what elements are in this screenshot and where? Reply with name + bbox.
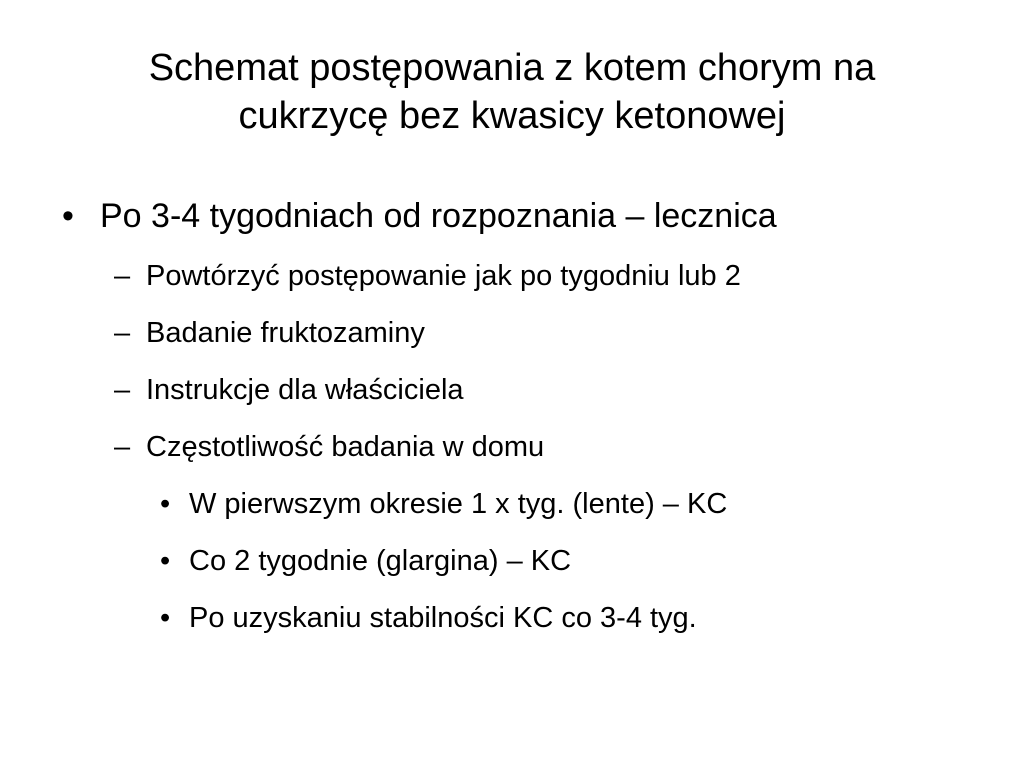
bullet-marker: • xyxy=(160,602,171,634)
bullet-marker: • xyxy=(62,197,74,235)
slide-title-line-1: Schemat postępowania z kotem chorym na xyxy=(148,47,876,89)
bullet-text: Badanie fruktozaminy xyxy=(146,317,425,349)
bullet-text: Powtórzyć postępowanie jak po tygodniu lub 2 xyxy=(146,260,741,292)
bullet-text: W pierwszym okresie 1 x tyg. (lente) – KC xyxy=(189,488,728,520)
bullet-text: Co 2 tygodnie (glargina) – KC xyxy=(189,545,572,577)
bullet-text: Częstotliwość badania w domu xyxy=(146,431,545,463)
bullet-text: Po uzyskaniu stabilności KC co 3-4 tyg. xyxy=(189,602,697,634)
dash-marker: – xyxy=(114,317,131,349)
bullet-text: Instrukcje dla właściciela xyxy=(146,374,464,406)
dash-marker: – xyxy=(114,260,131,292)
bullet-text: Po 3-4 tygodniach od rozpoznania – lecznica xyxy=(100,197,777,235)
bullet-marker: • xyxy=(160,545,171,577)
slide-title-line-2: cukrzycę bez kwasicy ketonowej xyxy=(238,95,786,137)
dash-marker: – xyxy=(114,431,131,463)
bullet-marker: • xyxy=(160,488,171,520)
dash-marker: – xyxy=(114,374,131,406)
